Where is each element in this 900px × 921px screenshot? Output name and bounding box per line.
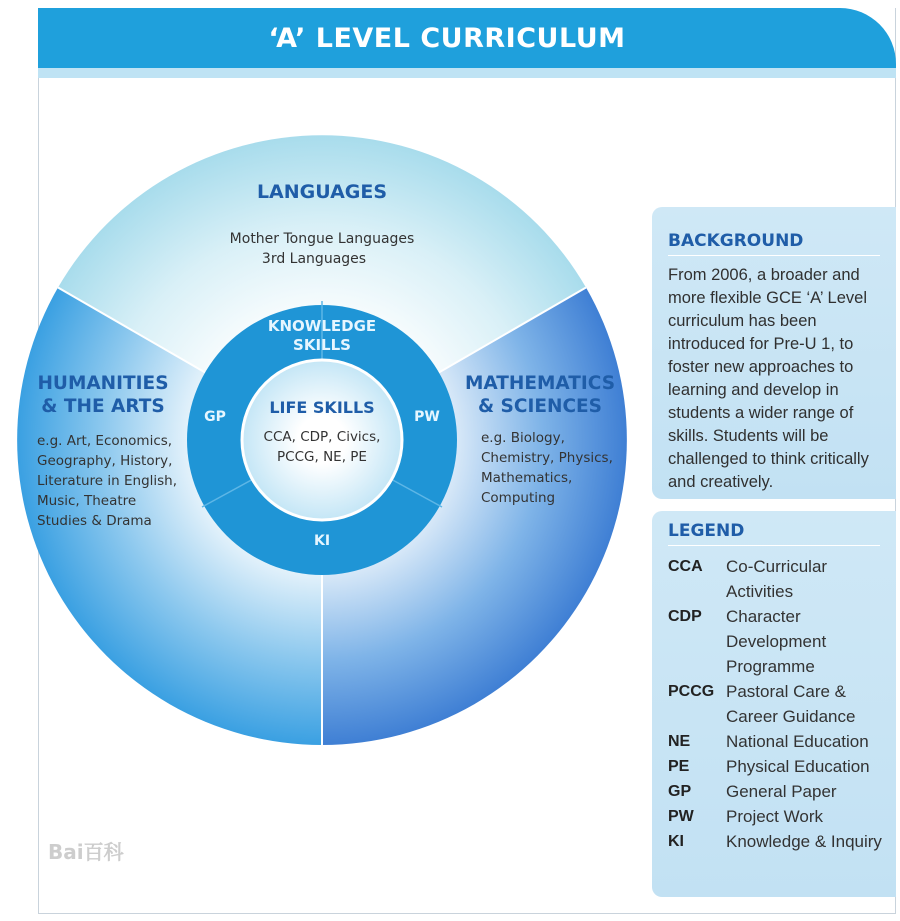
ring-label-ki: KI (313, 533, 331, 549)
legend-item (668, 754, 882, 779)
legend-desc: National Education (726, 732, 869, 751)
legend-item (668, 604, 882, 679)
legend-abbr: PE (668, 758, 690, 775)
humanities-line: Geography, History, (37, 453, 173, 469)
page-title: ‘A’ LEVEL CURRICULUM (268, 22, 626, 54)
humanities-line: e.g. Art, Economics, (37, 433, 173, 449)
mathematics-title: MATHEMATICS (464, 373, 616, 394)
humanities-line: Music, Theatre (37, 493, 137, 509)
background-text: From 2006, a broader and more flexible GCE ‘A’ Level curriculum has been introduced for Pre-U 1, to foster new approaches to learning and develop in students a wider range of skills. Students will be challenged to think critically and creatively. (668, 266, 869, 491)
mathematics-line: Chemistry, Physics, (481, 450, 613, 466)
legend-abbr: PW (668, 808, 694, 825)
legend-list (668, 554, 882, 854)
legend-item (668, 779, 882, 804)
legend-panel (652, 511, 896, 897)
legend-title: LEGEND (668, 521, 880, 546)
watermark-logo: Bai百科 (48, 840, 124, 864)
ring-label-gp: GP (204, 409, 226, 425)
life-skills-line: PCCG, NE, PE (277, 449, 367, 465)
legend-abbr: CCA (668, 558, 703, 575)
languages-line: 3rd Languages (261, 251, 367, 267)
legend-desc: Pastoral Care & Career Guidance (726, 682, 856, 726)
mathematics-title: & SCIENCES (477, 396, 603, 417)
legend-abbr: PCCG (668, 683, 715, 700)
life-skills-title: LIFE SKILLS (269, 398, 375, 417)
legend-item (668, 679, 882, 729)
life-skills-line: CCA, CDP, Civics, (263, 429, 381, 445)
background-title: BACKGROUND (668, 231, 880, 256)
legend-abbr: KI (668, 833, 684, 850)
mathematics-line: Mathematics, (481, 470, 573, 486)
ring-label-pw: PW (414, 409, 440, 425)
legend-desc: Physical Education (726, 757, 870, 776)
knowledge-skills-title: SKILLS (293, 336, 351, 354)
legend-item (668, 554, 882, 604)
legend-desc: Project Work (726, 807, 823, 826)
legend-item (668, 729, 882, 754)
legend-desc: General Paper (726, 782, 837, 801)
background-panel (652, 207, 896, 499)
legend-desc: Knowledge & Inquiry (726, 832, 882, 851)
legend-abbr: CDP (668, 608, 702, 625)
mathematics-line: e.g. Biology, (481, 430, 565, 446)
humanities-title: HUMANITIES (37, 373, 169, 394)
humanities-line: Studies & Drama (37, 513, 152, 529)
legend-abbr: NE (668, 733, 691, 750)
humanities-line: Literature in English, (37, 473, 178, 489)
legend-item (668, 829, 882, 854)
humanities-title: & THE ARTS (41, 396, 165, 417)
mathematics-line: Computing (481, 490, 556, 506)
legend-desc: Co-Curricular Activities (726, 557, 828, 601)
languages-line: Mother Tongue Languages (229, 231, 415, 247)
languages-title: LANGUAGES (256, 181, 388, 203)
legend-abbr: GP (668, 783, 692, 800)
legend-item (668, 804, 882, 829)
knowledge-skills-title: KNOWLEDGE (267, 317, 377, 335)
legend-desc: Character Development Programme (726, 607, 827, 676)
